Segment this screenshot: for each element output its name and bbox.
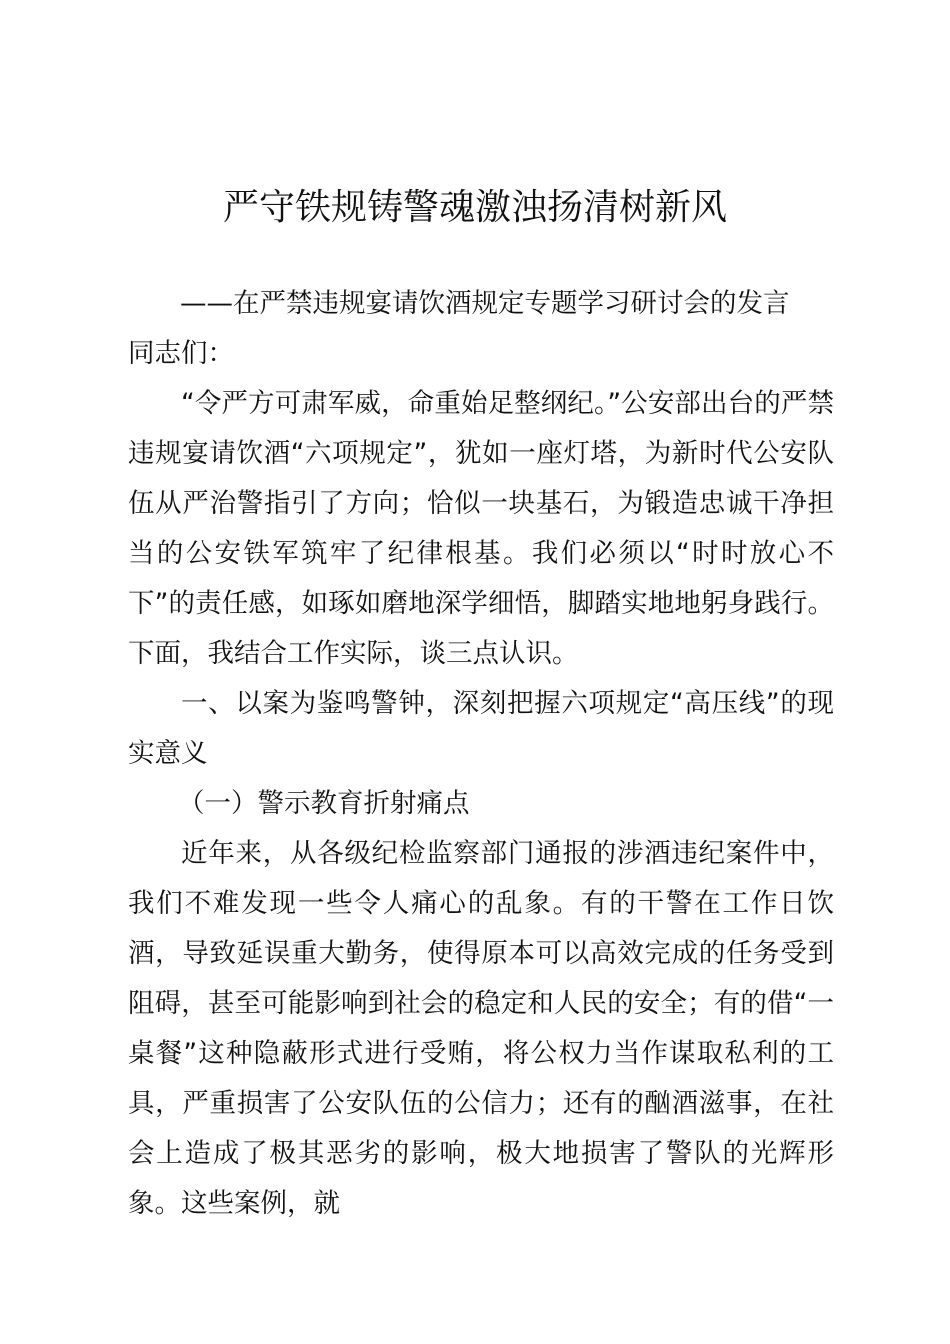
section-heading-1: 一、以案为鉴鸣警钟，深刻把握六项规定“高压线”的现实意义 [128,688,834,769]
paragraph-intro: “令严方可肃军威，命重始足整纲纪。”公安部出台的严禁违规宴请饮酒“六项规定”，犹如一座灯塔，为新时代公安队伍从严治警指引了方向；恰似一块基石，为锻造忠诚干净担当的公安铁军筑牢了纪律根基。我们必须以“时时放心不下”的责任感，如琢如磨地深学细悟，脚踏实地地躬身践行。下面，我结合工作实际，谈三点认识。 [128,388,834,669]
salutation: 同志们： [128,338,234,369]
document-title: 严守铁规铸警魂激浊扬清树新风 [222,187,727,228]
document-subtitle: ——在严禁违规宴请饮酒规定专题学习研讨会的发言 [180,288,790,319]
paragraph-body: 近年来，从各级纪检监察部门通报的涉酒违纪案件中，我们不难发现一些令人痛心的乱象。有的干警在工作日饮酒，导致延误重大勤务，使得原本可以高效完成的任务受到阻碍，甚至可能影响到社会的稳定和人民的安全；有的借“一桌餐”这种隐蔽形式进行受贿，将公权力当作谋取私利的工具，严重损害了公安队伍的公信力；还有的酗酒滋事，在社会上造成了极其恶劣的影响，极大地损害了警队的光辉形象。这些案例，就 [128,838,834,1219]
subsection-heading-1-1: （一）警示教育折射痛点 [178,788,470,819]
